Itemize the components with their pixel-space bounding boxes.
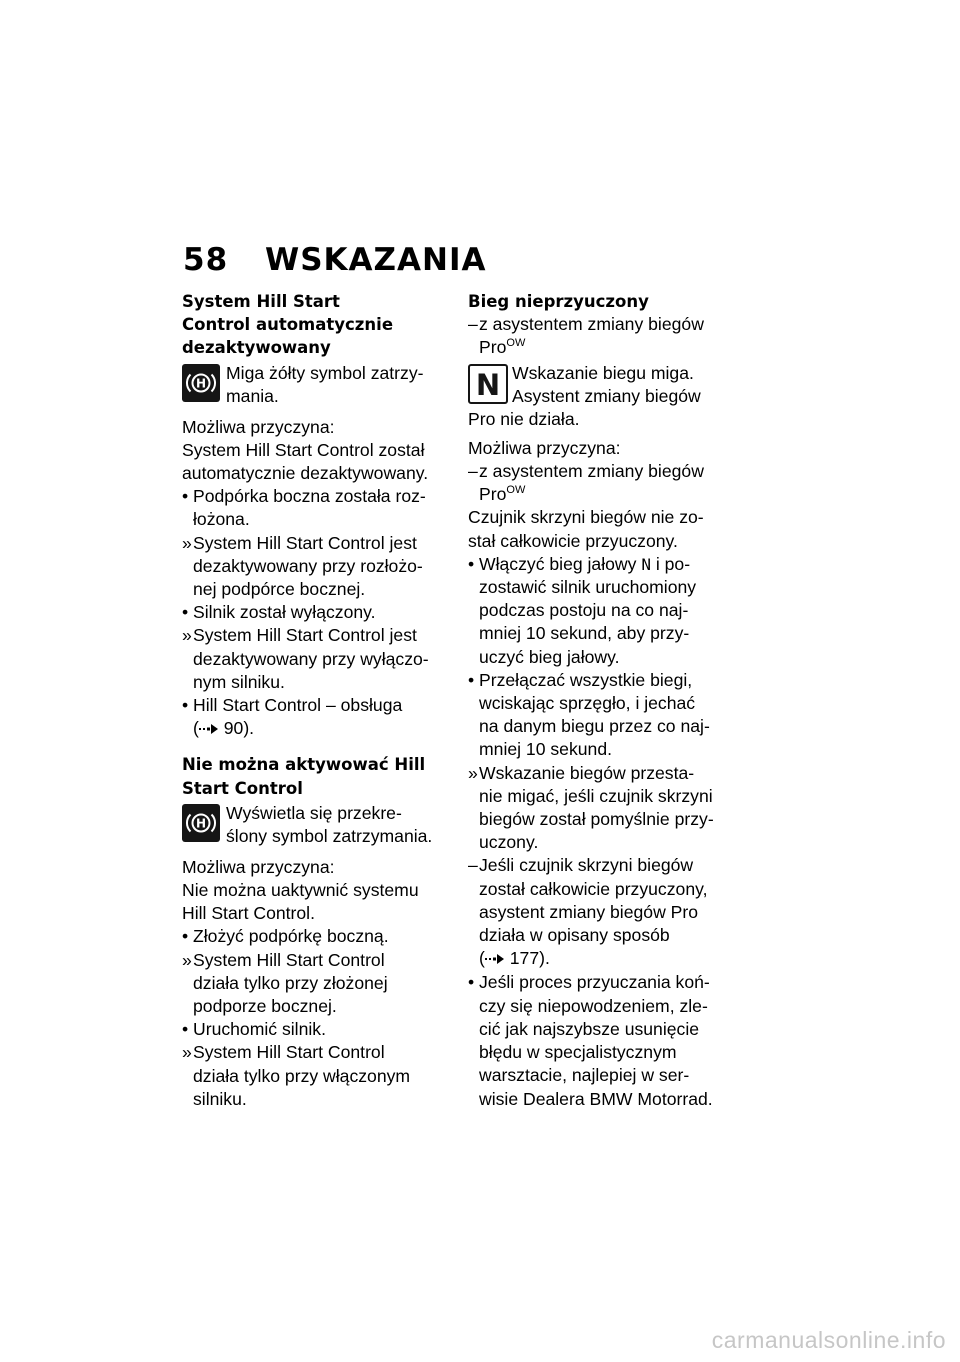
cause-label: Możliwa przyczyna: — [182, 416, 335, 437]
left-column: System Hill Start Control automatycznie dezaktywowany H Miga żółty symbol zatrzy- mania. Możliwa przyczyna: System Hill Start Control został automatycznie dezaktywowany. • Podpórka boczna została roz- łożona. » System Hill Start Control jest dezaktywowany przy rozłożo- nej podpórce bocznej. • Silnik został wyłączony. » System Hill Start Control jest dezaktywowany przy wyłączo- nym silniku. • Hill Start Control – obsługa ( 90). Nie można aktywować Hill Start Control H Wyświetla się przekre- ślony symbol zatrzymania. Możliwa przyczyna: Nie można uaktywnić systemu Hill Start Control. • Złożyć podpórkę boczną. » System Hill Start Control działa tylko przy złożonej podporze bocznej. • Uruchomić silnik. » System Hill Start Control działa tylko przy włączonym silniku. — [182, 290, 457, 1111]
result-item: » Wskazanie biegów przesta- nie migać, jeśli czujnik skrzyni biegów został pomyślnie przy- uczony. — [468, 762, 714, 853]
dash-item: – Jeśli czujnik skrzyni biegów został całkowicie przyuczony, asystent zmiany biegów Pro działa w opisany sposób ( 177). — [468, 854, 743, 971]
cause-label: Możliwa przyczyna: — [182, 856, 335, 877]
page-title: WSKAZANIA — [265, 242, 487, 278]
bullet-item: • Jeśli proces przyuczania koń- czy się niepowodzeniem, zle- cić jak najszybsze usunięcie błędu w specjalistycznym warsztacie, najlepiej w ser- wisie Dealera BMW Motorrad. — [468, 972, 713, 1109]
indicator-row: N Wskazanie biegu miga. Asystent zmiany biegów — [468, 362, 743, 410]
hill-start-icon — [182, 364, 220, 402]
watermark: carmanualsonline.info — [711, 1327, 946, 1353]
indicator-row: H Miga żółty symbol zatrzy- mania. — [182, 362, 457, 410]
neutral-gear-icon — [468, 364, 508, 404]
arrow-right-icon — [199, 718, 219, 741]
bullet-item: • Przełączać wszystkie biegi, wciskając sprzęgło, i jechać na danym biegu przez co naj- mniej 10 sekund. — [468, 669, 710, 760]
section-title-gear-not-learned: Bieg nieprzyuczony — [468, 292, 649, 311]
hill-start-crossed-icon — [182, 804, 220, 842]
arrow-right-icon — [485, 948, 505, 971]
bullet-item: • Silnik został wyłączony. — [182, 602, 376, 623]
dash-item: – z asystentem zmiany biegów Pro$^{OW}$ — [468, 461, 704, 505]
bullet-item: • Podpórka boczna została roz- łożona. — [182, 486, 426, 530]
section-title-cannot-activate: Nie można aktywować Hill Start Control — [182, 755, 426, 798]
svg-text:H: H — [195, 376, 207, 391]
dash-item: – z asystentem zmiany biegów Pro$^{OW}$ — [468, 314, 704, 358]
right-column: Bieg nieprzyuczony – z asystentem zmiany biegów Pro$^{OW}$ N Wskazanie biegu miga. Asystent zmiany biegów Pro nie działa. Możliwa przyczyna: – z asystentem zmiany biegów Pro$^{OW}$ Czujnik skrzyni biegów nie zo- stał całkowicie przyuczony. • Włączyć bieg jałowy N i po- zostawić silnik uruchomiony podczas postoju na co naj- mniej 10 sekund, aby przy- uczyć bieg jałowy. • Przełączać wszystkie biegi, wciskając sprzęgło, i jechać na danym biegu przez co naj- mniej 10 sekund. » Wskazanie biegów przesta- nie migać, jeśli czujnik skrzyni biegów został pomyślnie przy- uczony. – Jeśli czujnik skrzyni biegów został całkowicie przyuczony, asystent zmiany biegów Pro działa w opisany sposób ( 177). • Jeśli proces przyuczania koń- czy się niepowodzeniem, zle- cić jak najszybsze usunięcie błędu w specjalistycznym warsztacie, najlepiej w ser- wisie Dealera BMW Motorrad. — [468, 290, 743, 1111]
svg-text:H: H — [195, 816, 207, 831]
bullet-item: • Włączyć bieg jałowy N i po- zostawić silnik uruchomiony podczas postoju na co naj- mniej 10 sekund, aby przy- uczyć bieg jałowy. — [468, 553, 697, 667]
page-reference-link[interactable]: ( 177). — [479, 947, 743, 971]
result-item: » System Hill Start Control jest dezaktywowany przy rozłożo- nej podpórce bocznej. — [182, 532, 423, 600]
bullet-item: • Złożyć podpórkę boczną. — [182, 926, 389, 947]
indicator-row: H Wyświetla się przekre- ślony symbol zatrzymania. — [182, 802, 457, 850]
page-header — [183, 242, 486, 278]
page-reference-link[interactable]: ( 90). — [193, 717, 457, 741]
bullet-item: • Hill Start Control – obsługa ( 90). — [182, 694, 457, 741]
indicator-text: Miga żółty symbol zatrzy- — [226, 362, 424, 383]
bullet-item: • Uruchomić silnik. — [182, 1019, 326, 1040]
cause-text: Nie można uaktywnić systemu — [182, 880, 419, 901]
cause-text: System Hill Start Control został — [182, 439, 425, 460]
svg-text:N: N — [475, 367, 501, 402]
page-number: 58 — [183, 242, 229, 278]
section-title-hill-start-deactivated: System Hill Start Control automatycznie dezaktywowany — [182, 292, 394, 358]
cause-text: Czujnik skrzyni biegów nie zo- — [468, 507, 704, 528]
neutral-gear-glyph: N — [641, 554, 651, 574]
result-item: » System Hill Start Control jest dezaktywowany przy wyłączo- nym silniku. — [182, 625, 429, 692]
cause-label: Możliwa przyczyna: — [468, 437, 621, 458]
indicator-text: Wyświetla się przekre- — [226, 802, 402, 823]
result-item: » System Hill Start Control działa tylko przy włączonym silniku. — [182, 1042, 411, 1109]
result-item: » System Hill Start Control działa tylko przy złożonej podporze bocznej. — [182, 949, 388, 1017]
indicator-text: Wskazanie biegu miga. — [512, 362, 694, 383]
